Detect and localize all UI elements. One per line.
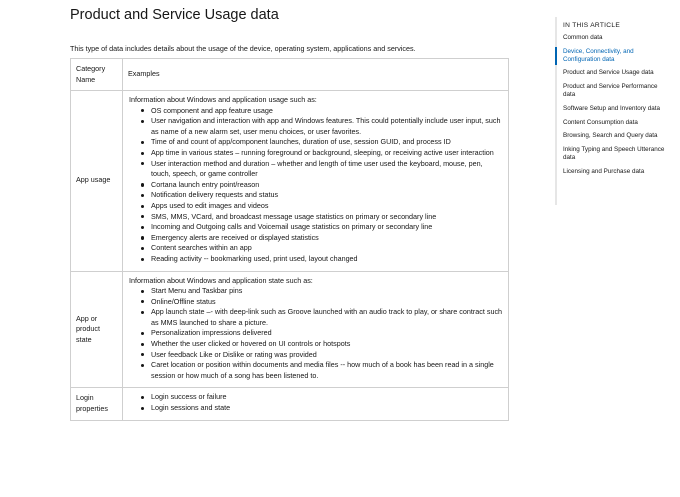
table-header-row: [71, 59, 509, 91]
examples-cell: [123, 271, 509, 388]
list-item: Time of and count of app/component launches, duration of use, session GUID, and process ID: [151, 137, 503, 148]
toc-link-product-service-usage[interactable]: Product and Service Usage data: [563, 69, 654, 77]
list-item: OS component and app feature usage: [151, 106, 503, 117]
list-item: Login sessions and state: [151, 403, 503, 414]
in-this-article-nav: [555, 17, 667, 182]
column-header-category: Category Name: [71, 59, 123, 91]
list-item: Content searches within an app: [151, 243, 503, 254]
list-item: Emergency alerts are received or displayed statistics: [151, 233, 503, 244]
list-item: Online/Offline status: [151, 297, 503, 308]
list-item: SMS, MMS, VCard, and broadcast message usage statistics on primary or secondary line: [151, 212, 503, 223]
toc-link-content-consumption[interactable]: Content Consumption data: [563, 118, 638, 126]
examples-list: [129, 392, 503, 413]
toc-link-device-connectivity[interactable]: Device, Connectivity, and Configuration data: [563, 47, 634, 63]
category-cell: App or product state: [71, 271, 123, 388]
category-cell: App usage: [71, 91, 123, 272]
list-item: User navigation and interaction with app and Windows features. This could potentially include user input, such as name of a new alarm set, user menu choices, or user favorites.: [151, 116, 503, 137]
list-item: Cortana launch entry point/reason: [151, 180, 503, 191]
toc-link-licensing-purchase[interactable]: Licensing and Purchase data: [563, 167, 645, 175]
examples-cell: [123, 91, 509, 272]
toc-link-inking-typing[interactable]: Inking Typing and Speech Utterance data: [563, 146, 665, 161]
list-item: User feedback Like or Dislike or rating was provided: [151, 350, 503, 361]
table-row: [71, 91, 509, 272]
toc-heading: IN THIS ARTICLE: [563, 22, 621, 29]
list-item: Incoming and Outgoing calls and Voicemail usage statistics on primary or secondary line: [151, 222, 503, 233]
toc-link-software-setup[interactable]: Software Setup and Inventory data: [563, 104, 660, 112]
toc-link-common-data[interactable]: Common data: [563, 34, 603, 41]
toc-list: [555, 34, 667, 176]
toc-rule: [555, 17, 557, 205]
toc-active-indicator: [555, 47, 557, 65]
examples-cell: [123, 388, 509, 420]
examples-list: [129, 286, 503, 381]
table-row: [71, 388, 509, 420]
examples-list: [129, 106, 503, 265]
toc-link-browsing-search[interactable]: Browsing, Search and Query data: [563, 132, 658, 140]
examples-intro: Information about Windows and application usage such as:: [129, 95, 317, 104]
list-item: User interaction method and duration – whether and length of time user used the keyboard, mouse, pen, touch, speech, or game controller: [151, 159, 503, 180]
column-header-examples: Examples: [123, 59, 509, 91]
usage-data-table: [70, 58, 509, 421]
list-item: App launch state –- with deep-link such as Groove launched with an audio track to play, or share contract such as MMS launched to share a picture.: [151, 307, 503, 327]
list-item: Personalization impressions delivered: [151, 328, 503, 339]
list-item: Start Menu and Taskbar pins: [151, 286, 503, 297]
toc-link-product-service-performance[interactable]: Product and Service Performance data: [563, 83, 658, 98]
list-item: Notification delivery requests and status: [151, 190, 503, 201]
examples-intro: Information about Windows and application state such as:: [129, 275, 313, 285]
list-item: Caret location or position within documents and media files -- how much of a book has been read in a single session or how much of a song has been listened to.: [151, 360, 503, 381]
list-item: Reading activity -- bookmarking used, print used, layout changed: [151, 254, 503, 265]
article-intro: This type of data includes details about the usage of the device, operating system, applications and services.: [70, 44, 416, 54]
article-title: Product and Service Usage data: [70, 7, 279, 23]
table-row: [71, 271, 509, 388]
list-item: Whether the user clicked or hovered on UI controls or hotspots: [151, 339, 503, 350]
category-cell: Login properties: [71, 388, 123, 420]
list-item: Login success or failure: [151, 392, 503, 403]
list-item: Apps used to edit images and videos: [151, 201, 503, 212]
list-item: App time in various states – running foreground or background, sleeping, or receiving active user interaction: [151, 148, 503, 159]
